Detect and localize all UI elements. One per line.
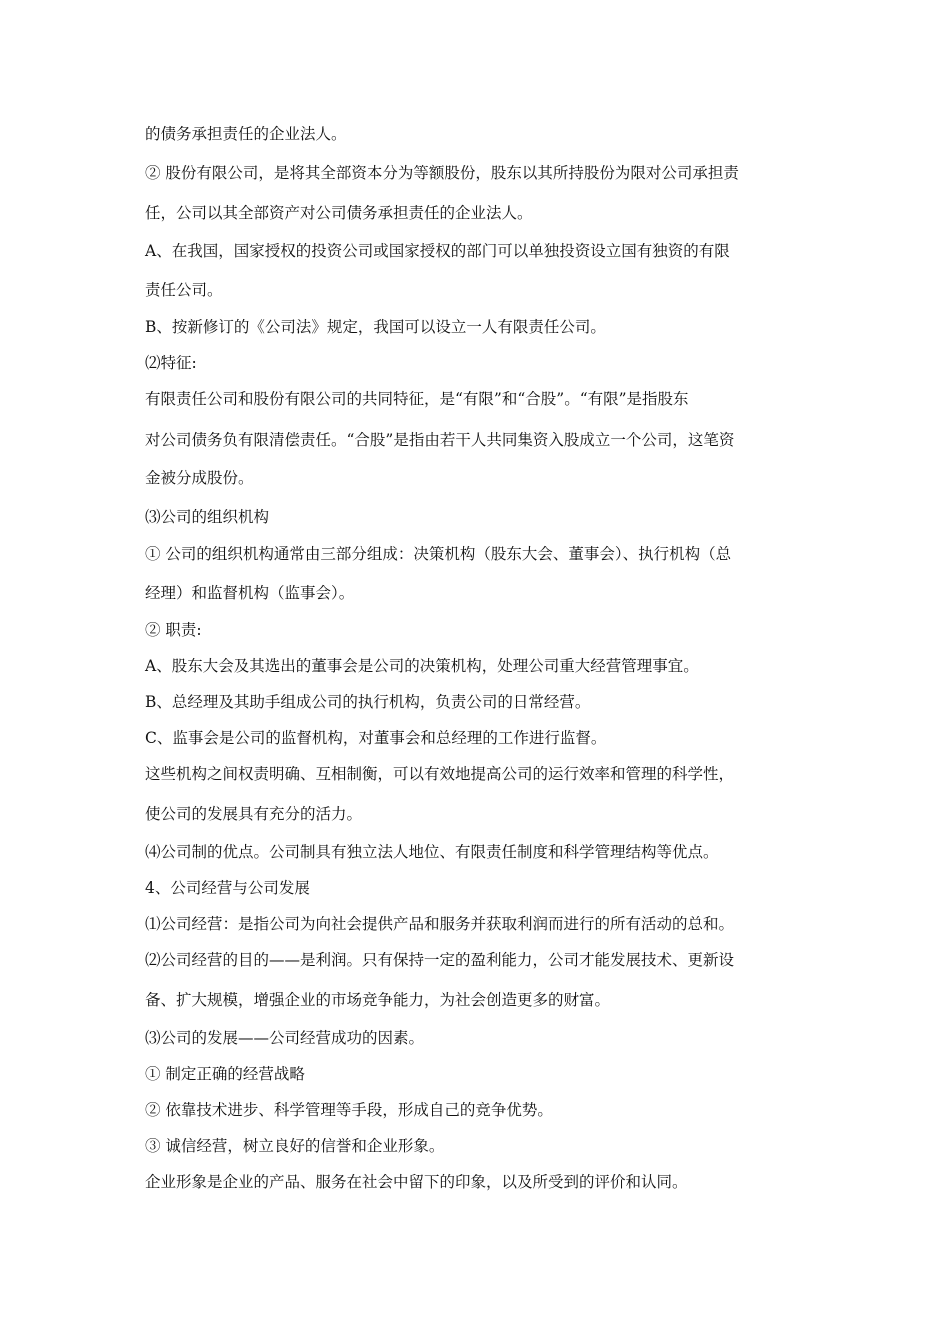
text-line: ⑷公司制的优点。公司制具有独立法人地位、有限责任制度和科学管理结构等优点。 bbox=[145, 843, 719, 861]
text-line: 有限责任公司和股份有限公司的共同特征，是“有限”和“合股”。“有限”是指股东 bbox=[145, 390, 689, 408]
text-line: A、股东大会及其选出的董事会是公司的决策机构，处理公司重大经营管理事宜。 bbox=[145, 657, 699, 675]
text-line: 任，公司以其全部资产对公司债务承担责任的企业法人。 bbox=[145, 204, 533, 222]
text-line: 使公司的发展具有充分的活力。 bbox=[145, 805, 363, 823]
text-line: 对公司债务负有限清偿责任。“合股”是指由若干人共同集资入股成立一个公司，这笔资 bbox=[145, 431, 735, 449]
text-line: ② 依靠技术进步、科学管理等手段，形成自己的竞争优势。 bbox=[145, 1101, 553, 1119]
section-heading: 4、公司经营与公司发展 bbox=[145, 879, 310, 897]
text-line: ② 股份有限公司，是将其全部资本分为等额股份，股东以其所持股份为限对公司承担责 bbox=[145, 164, 739, 182]
text-line: ① 公司的组织机构通常由三部分组成：决策机构（股东大会、董事会）、执行机构（总 bbox=[145, 545, 732, 563]
text-line: B、按新修订的《公司法》规定，我国可以设立一人有限责任公司。 bbox=[145, 318, 606, 336]
text-line: A、在我国，国家授权的投资公司或国家授权的部门可以单独投资设立国有独资的有限 bbox=[145, 242, 730, 260]
text-line: 的债务承担责任的企业法人。 bbox=[145, 125, 347, 143]
text-line: 企业形象是企业的产品、服务在社会中留下的印象，以及所受到的评价和认同。 bbox=[145, 1173, 688, 1191]
text-line: ③ 诚信经营，树立良好的信誉和企业形象。 bbox=[145, 1137, 445, 1155]
text-line: B、总经理及其助手组成公司的执行机构，负责公司的日常经营。 bbox=[145, 693, 591, 711]
text-line: 金被分成股份。 bbox=[145, 469, 254, 487]
text-line: 这些机构之间权责明确、互相制衡，可以有效地提高公司的运行效率和管理的科学性， bbox=[145, 765, 735, 783]
text-line: 经理）和监督机构（监事会）。 bbox=[145, 584, 355, 602]
text-line: C、监事会是公司的监督机构，对董事会和总经理的工作进行监督。 bbox=[145, 729, 607, 747]
text-line: ⑶公司的组织机构 bbox=[145, 508, 270, 526]
text-line: ⑶公司的发展——公司经营成功的因素。 bbox=[145, 1029, 425, 1047]
text-line: ⑵公司经营的目的——是利润。只有保持一定的盈利能力，公司才能发展技术、更新设 bbox=[145, 951, 735, 969]
text-line: ① 制定正确的经营战略 bbox=[145, 1065, 305, 1083]
text-line: 备、扩大规模，增强企业的市场竞争能力，为社会创造更多的财富。 bbox=[145, 991, 611, 1009]
text-line: ② 职责: bbox=[145, 621, 202, 639]
text-line: 责任公司。 bbox=[145, 281, 223, 299]
text-line: ⑴公司经营：是指公司为向社会提供产品和服务并获取利润而进行的所有活动的总和。 bbox=[145, 915, 735, 933]
text-line: ⑵特征: bbox=[145, 354, 197, 372]
